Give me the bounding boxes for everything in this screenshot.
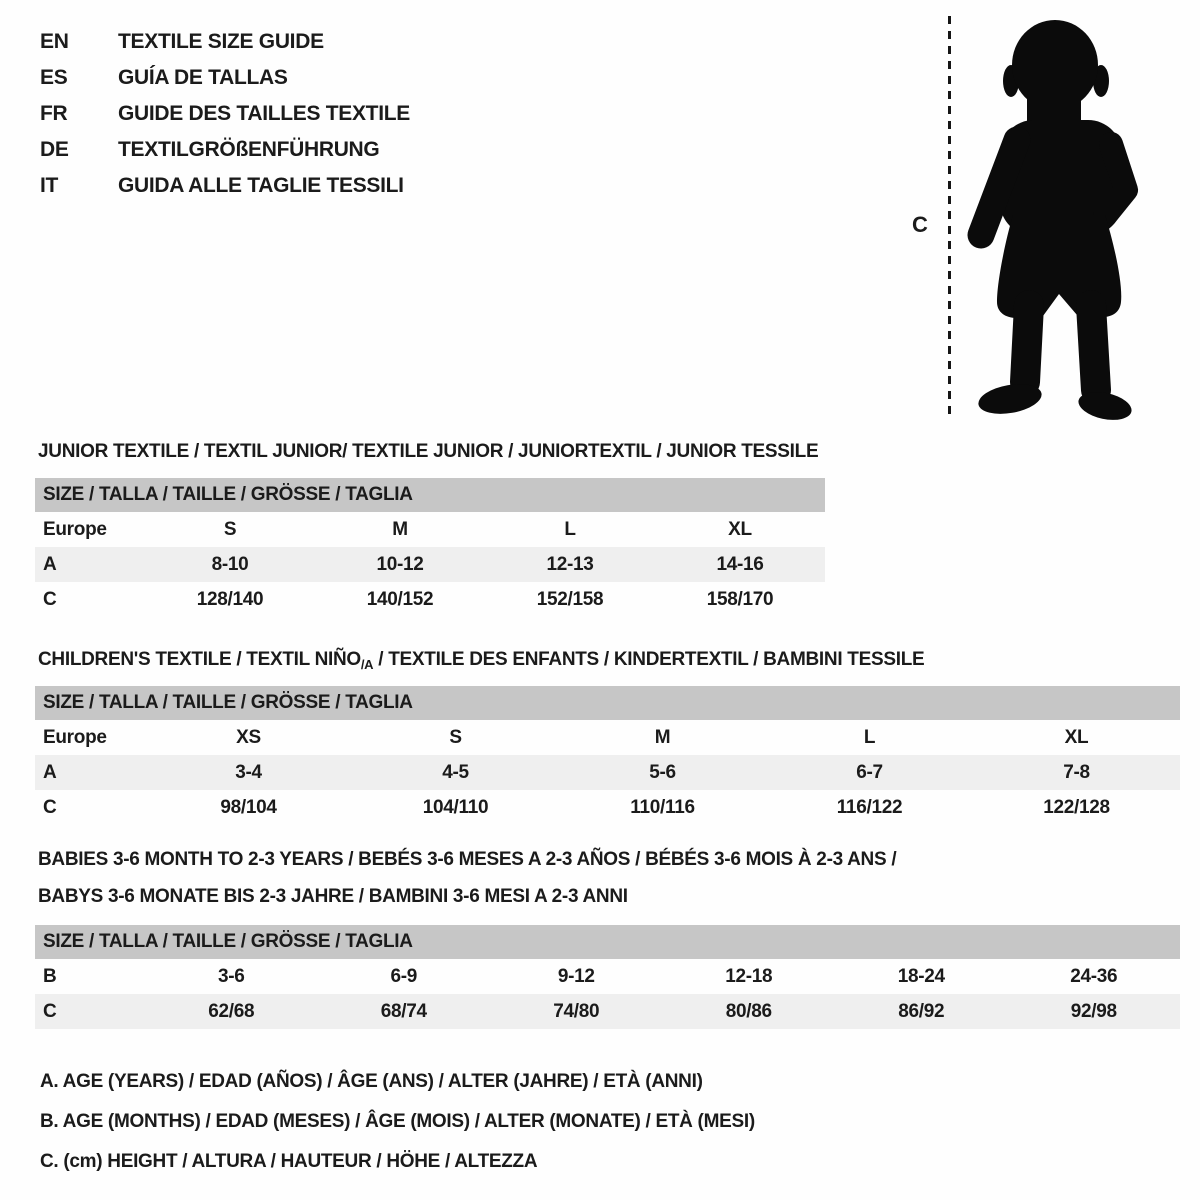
children-size-table <box>35 686 1180 825</box>
junior-table-rows <box>35 512 825 617</box>
row-label: A <box>43 553 57 575</box>
table-cell: XL <box>1064 726 1089 748</box>
table-cell: 5-6 <box>649 761 676 783</box>
table-cell: M <box>392 518 408 540</box>
table-cell: 18-24 <box>897 965 945 987</box>
table-cell: 12-13 <box>546 553 594 575</box>
table-cell: 116/122 <box>836 796 903 818</box>
language-code: DE <box>40 138 69 161</box>
table-cell: 7-8 <box>1063 761 1090 783</box>
table-cell: S <box>449 726 462 748</box>
language-list <box>40 24 410 204</box>
language-row <box>40 132 410 168</box>
babies-heading-line2: BABYS 3-6 MONATE BIS 2-3 JAHRE / BAMBINI 3-6 MESI A 2-3 ANNI <box>38 886 628 907</box>
table-cell: XL <box>728 518 752 540</box>
size-header-bar <box>35 686 1180 720</box>
table-cell: 10-12 <box>376 553 424 575</box>
height-measure-dashed-line <box>948 16 951 420</box>
table-cell: 12-18 <box>725 965 773 987</box>
row-label: C <box>43 796 57 818</box>
size-header-text: SIZE / TALLA / TAILLE / GRÖSSE / TAGLIA <box>43 484 413 505</box>
table-row <box>35 755 1180 790</box>
junior-size-table <box>35 478 825 617</box>
table-cell: 110/116 <box>630 796 695 818</box>
table-cell: 86/92 <box>898 1000 945 1022</box>
language-code: EN <box>40 30 69 53</box>
measurement-legend <box>40 1062 755 1182</box>
children-heading-subscript: /A <box>360 657 374 672</box>
row-label: A <box>43 761 57 783</box>
table-cell: 24-36 <box>1070 965 1118 987</box>
language-row <box>40 24 410 60</box>
table-cell: 128/140 <box>196 588 264 610</box>
row-label: C <box>43 588 57 610</box>
height-measure-label: C <box>912 212 928 237</box>
size-header-text: SIZE / TALLA / TAILLE / GRÖSSE / TAGLIA <box>43 931 413 952</box>
row-label: C <box>43 1000 57 1022</box>
guide-title: TEXTILGRÖßENFÜHRUNG <box>118 138 380 161</box>
babies-heading-line1: BABIES 3-6 MONTH TO 2-3 YEARS / BEBÉS 3-6 MESES A 2-3 AÑOS / BÉBÉS 3-6 MOIS À 2-3 ANS / <box>38 849 897 870</box>
row-label: Europe <box>43 726 107 748</box>
table-cell: 140/152 <box>366 588 434 610</box>
size-header-bar <box>35 478 825 512</box>
table-row <box>35 547 825 582</box>
table-cell: 122/128 <box>1043 796 1110 818</box>
table-cell: XS <box>236 726 261 748</box>
row-label: Europe <box>43 518 107 540</box>
table-row <box>35 512 825 547</box>
children-heading-pre: CHILDREN'S TEXTILE / TEXTIL NIÑO <box>38 649 361 670</box>
guide-title: GUIDA ALLE TAGLIE TESSILI <box>118 174 404 197</box>
legend-line: B. AGE (MONTHS) / EDAD (MESES) / ÂGE (MOIS) / ALTER (MONATE) / ETÀ (MESI) <box>40 1111 755 1132</box>
table-cell: 3-6 <box>217 965 245 987</box>
table-cell: 152/158 <box>536 588 604 610</box>
table-cell: 98/104 <box>220 796 277 818</box>
table-cell: M <box>654 726 671 748</box>
language-row <box>40 168 410 204</box>
table-cell: 6-9 <box>390 965 418 987</box>
guide-title: GUIDE DES TAILLES TEXTILE <box>118 102 410 125</box>
table-row <box>35 959 1180 994</box>
guide-title: TEXTILE SIZE GUIDE <box>118 30 324 53</box>
babies-size-table <box>35 925 1180 1029</box>
table-row <box>35 582 825 617</box>
baby-silhouette-icon <box>955 10 1155 420</box>
size-header-text: SIZE / TALLA / TAILLE / GRÖSSE / TAGLIA <box>43 692 413 713</box>
table-cell: 74/80 <box>553 1000 600 1022</box>
table-cell: 62/68 <box>208 1000 255 1022</box>
babies-section-heading <box>38 841 896 915</box>
table-row <box>35 994 1180 1029</box>
language-code: FR <box>40 102 68 125</box>
table-cell: 14-16 <box>716 553 764 575</box>
table-cell: 3-4 <box>235 761 262 783</box>
language-code: ES <box>40 66 68 89</box>
legend-line: C. (cm) HEIGHT / ALTURA / HAUTEUR / HÖHE / ALTEZZA <box>40 1151 538 1172</box>
children-section-heading <box>38 641 924 683</box>
table-cell: 158/170 <box>706 588 774 610</box>
language-row <box>40 96 410 132</box>
language-code: IT <box>40 174 59 197</box>
children-heading-post: / TEXTILE DES ENFANTS / KINDERTEXTIL / BAMBINI TESSILE <box>373 649 925 670</box>
table-cell: 6-7 <box>856 761 883 783</box>
row-label: B <box>43 965 57 987</box>
junior-section-heading <box>38 433 818 470</box>
table-cell: 104/110 <box>422 796 489 818</box>
junior-heading-text: JUNIOR TEXTILE / TEXTIL JUNIOR/ TEXTILE JUNIOR / JUNIORTEXTIL / JUNIOR TESSILE <box>38 441 819 462</box>
table-row <box>35 790 1180 825</box>
table-cell: 8-10 <box>211 553 249 575</box>
table-cell: 92/98 <box>1070 1000 1117 1022</box>
babies-table-rows <box>35 959 1180 1029</box>
table-cell: 68/74 <box>380 1000 427 1022</box>
guide-title: GUÍA DE TALLAS <box>118 66 288 89</box>
table-row <box>35 720 1180 755</box>
legend-line: A. AGE (YEARS) / EDAD (AÑOS) / ÂGE (ANS) / ALTER (JAHRE) / ETÀ (ANNI) <box>40 1071 703 1092</box>
table-cell: L <box>564 518 576 540</box>
table-cell: 9-12 <box>557 965 595 987</box>
children-table-rows <box>35 720 1180 825</box>
table-cell: S <box>223 518 237 540</box>
table-cell: 80/86 <box>725 1000 772 1022</box>
table-cell: L <box>863 726 876 748</box>
size-header-bar <box>35 925 1180 959</box>
table-cell: 4-5 <box>442 761 469 783</box>
language-row <box>40 60 410 96</box>
